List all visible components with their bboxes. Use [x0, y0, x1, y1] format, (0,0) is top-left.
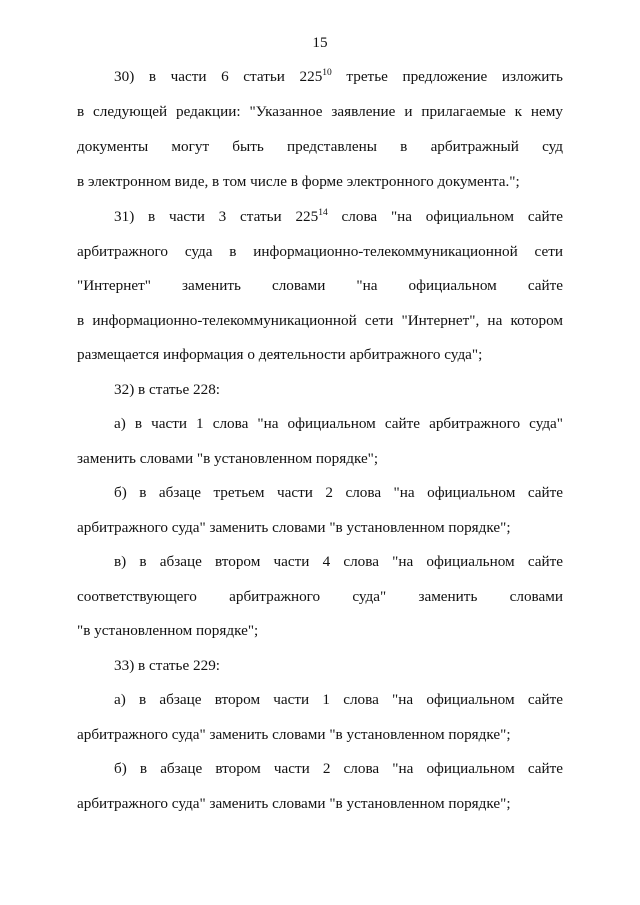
- text-line-p32c-l2: [77, 588, 563, 606]
- text-line-p30-l2: [77, 103, 563, 121]
- line-text: документы могут быть представлены в арбитражный суд: [77, 138, 563, 155]
- line-text: а) в абзаце втором части 1 слова "на официальном сайте: [114, 691, 563, 708]
- line-text: заменить словами "в установленном порядке";: [77, 450, 379, 467]
- line-text: арбитражного суда" заменить словами "в установленном порядке";: [77, 519, 511, 536]
- text-line-p32b-l2: [77, 519, 563, 537]
- line-text: в) в абзаце втором части 4 слова "на официальном сайте: [114, 553, 563, 570]
- line-text: 32) в статье 228:: [114, 381, 221, 398]
- text-line-p30-l1: [114, 68, 563, 86]
- text-line-p30-l4: [77, 173, 563, 191]
- text-line-p32a-l2: [77, 450, 563, 468]
- text-line-p30-l3: [77, 138, 563, 156]
- line-text: в информационно-телекоммуникационной сети "Интернет", на котором: [77, 312, 563, 329]
- line-text: 33) в статье 229:: [114, 657, 221, 674]
- line-text: в следующей редакции: "Указанное заявление и прилагаемые к нему: [77, 103, 563, 120]
- text-line-p31-l4: [77, 312, 563, 330]
- text-line-p32c-l1: [114, 553, 563, 571]
- line-text: арбитражного суда" заменить словами "в установленном порядке";: [77, 726, 511, 743]
- page-number: 15: [312, 34, 328, 51]
- text-line-p32b-l1: [114, 484, 563, 502]
- line-text: соответствующего арбитражного суда" заменить словами: [77, 588, 563, 605]
- text-line-p33-l1: [114, 657, 563, 675]
- line-text: 30) в части 6 статьи 225: [114, 68, 323, 85]
- line-text: 31) в части 3 статьи 225: [114, 208, 319, 225]
- line-text: б) в абзаце втором части 2 слова "на официальном сайте: [114, 760, 563, 777]
- superscript-index: 14: [318, 208, 328, 218]
- text-line-p32-l1: [114, 381, 563, 399]
- text-line-p32c-l3: [77, 622, 563, 640]
- superscript-index: 10: [322, 68, 332, 78]
- text-line-p33a-l2: [77, 726, 563, 744]
- line-text: размещается информация о деятельности арбитражного суда";: [77, 346, 483, 363]
- text-line-p33a-l1: [114, 691, 563, 709]
- text-line-p31-l3: [77, 277, 563, 295]
- line-text: "в установленном порядке";: [77, 622, 259, 639]
- line-text-tail: слова "на официальном сайте: [327, 208, 564, 225]
- line-text: "Интернет" заменить словами "на официальном сайте: [77, 277, 563, 294]
- text-line-p31-l1: [114, 208, 563, 226]
- text-line-p32a-l1: [114, 415, 563, 433]
- line-text: арбитражного суда" заменить словами "в установленном порядке";: [77, 795, 511, 812]
- line-text: арбитражного суда в информационно-телекоммуникационной сети: [77, 243, 563, 260]
- line-text-tail: третье предложение изложить: [331, 68, 563, 85]
- text-line-p31-l5: [77, 346, 563, 364]
- text-line-p33b-l2: [77, 795, 563, 813]
- line-text: а) в части 1 слова "на официальном сайте арбитражного суда": [114, 415, 563, 432]
- line-text: б) в абзаце третьем части 2 слова "на официальном сайте: [114, 484, 563, 501]
- text-line-p33b-l1: [114, 760, 563, 778]
- line-text: в электронном виде, в том числе в форме электронного документа.";: [77, 173, 520, 190]
- text-line-p31-l2: [77, 243, 563, 261]
